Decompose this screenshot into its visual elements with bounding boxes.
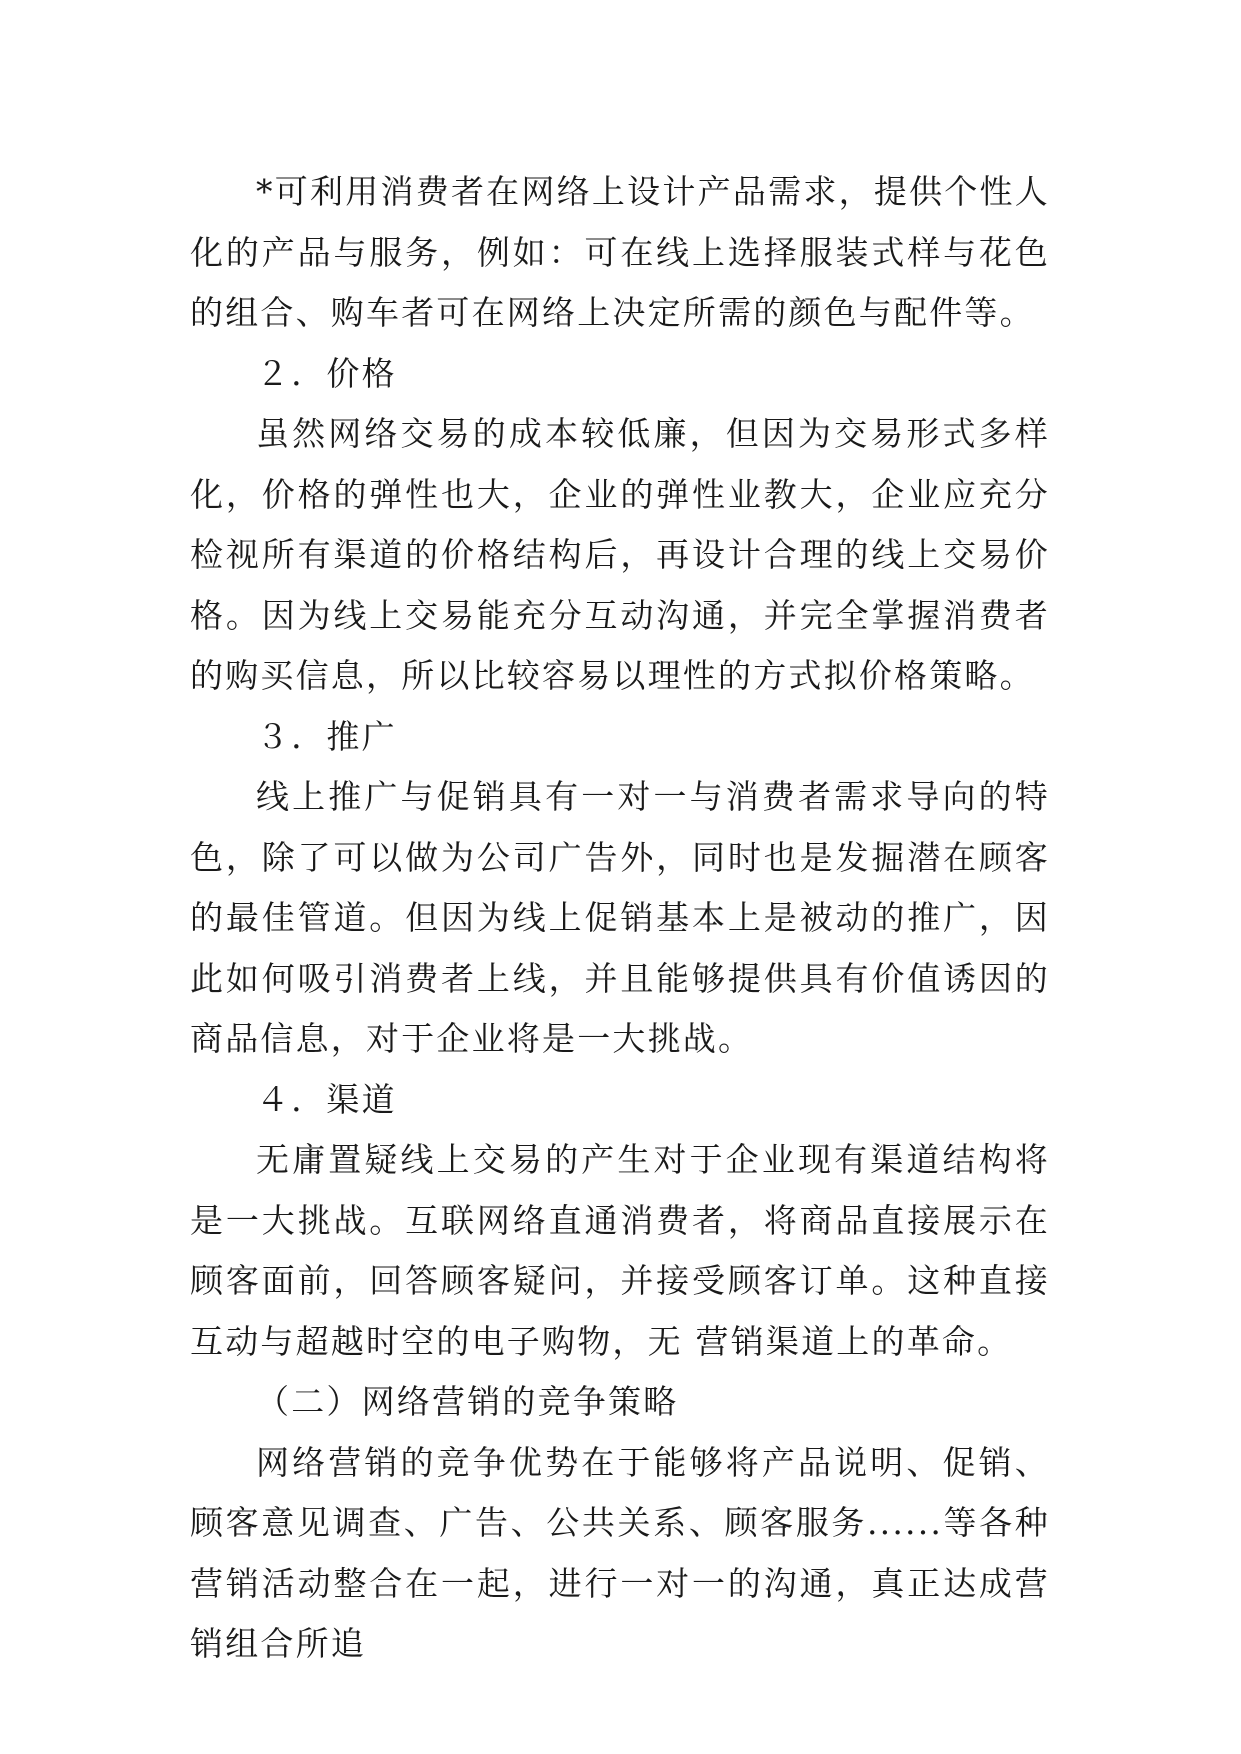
paragraph-promotion: 线上推广与促销具有一对一与消费者需求导向的特色，除了可以做为公司广告外，同时也是发掘潜在顾客的最佳管道。但因为线上促销基本上是被动的推广，因此如何吸引消费者上线，并且能够提供具有价值诱因的商品信息，对于企业将是一大挑战。: [190, 777, 1050, 1058]
section-heading-channel: ４．渠道: [256, 1079, 397, 1119]
paragraph-channel: 无庸置疑线上交易的产生对于企业现有渠道结构将是一大挑战。互联网络直通消费者，将商品直接展示在顾客面前，回答顾客疑问，并接受顾客订单。这种直接互动与超越时空的电子购物，无 营销渠道上的革命。: [190, 1140, 1050, 1361]
paragraph-price: 虽然网络交易的成本较低廉，但因为交易形式多样化，价格的弹性也大，企业的弹性业教大，企业应充分检视所有渠道的价格结构后，再设计合理的线上交易价格。因为线上交易能充分互动沟通，并完全掌握消费者的购买信息，所以比较容易以理性的方式拟价格策略。: [190, 414, 1050, 695]
section-heading-competition-strategy: （二）网络营销的竞争策略: [256, 1382, 679, 1421]
paragraph-product-customization: *可利用消费者在网络上设计产品需求，提供个性人化的产品与服务，例如：可在线上选择服装式样与花色的组合、购车者可在网络上决定所需的颜色与配件等。: [190, 172, 1050, 332]
document-body: [190, 162, 1050, 1675]
section-heading-price: ２．价格: [256, 353, 397, 393]
section-heading-promotion: ３．推广: [256, 716, 397, 756]
paragraph-competition-strategy: 网络营销的竞争优势在于能够将产品说明、促销、顾客意见调查、广告、公共关系、顾客服务......等各种营销活动整合在一起，进行一对一的沟通，真正达成营销组合所追: [190, 1442, 1050, 1663]
